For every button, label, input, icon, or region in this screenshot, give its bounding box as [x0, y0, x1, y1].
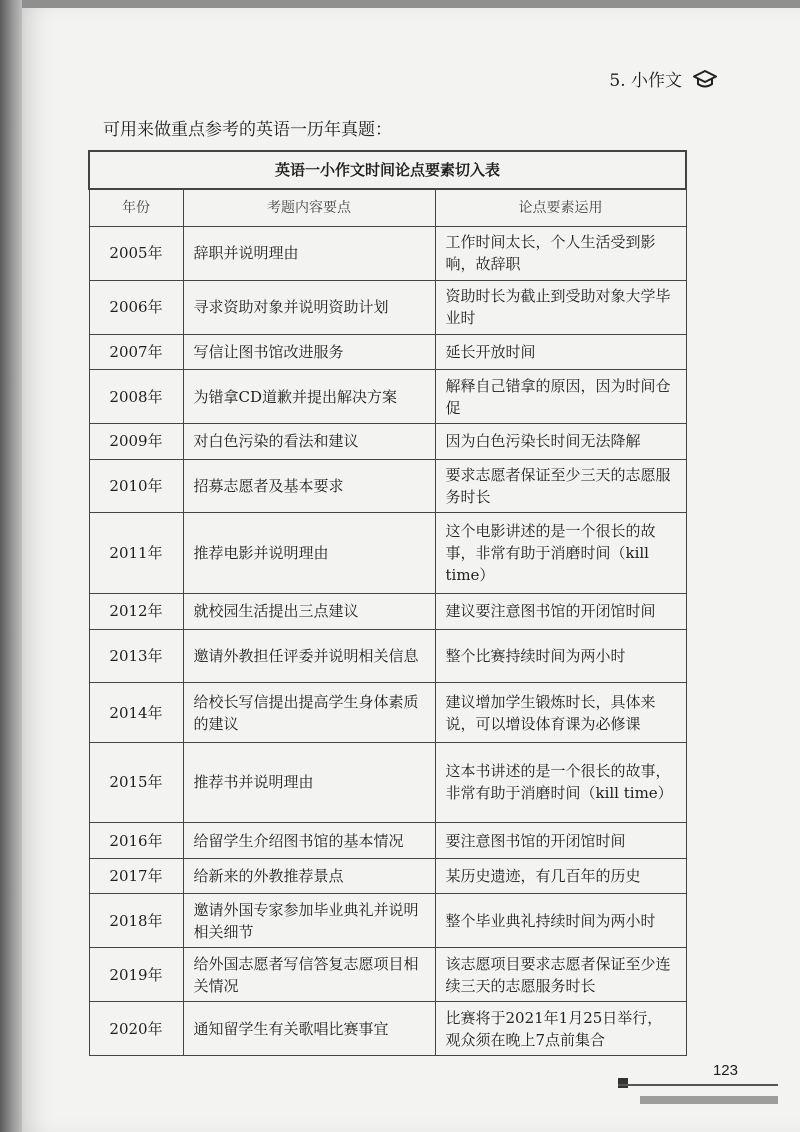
table-row	[89, 424, 686, 460]
row-usage: 整个毕业典礼持续时间为两小时	[435, 894, 686, 948]
column-header-year: 年份	[89, 189, 183, 227]
row-usage: 因为白色污染长时间无法降解	[435, 424, 686, 460]
footer-marker	[618, 1078, 628, 1088]
row-usage: 工作时间太长，个人生活受到影响，故辞职	[435, 227, 686, 281]
row-year: 2012年	[89, 594, 183, 630]
row-topic: 为错拿CD道歉并提出解决方案	[183, 370, 435, 424]
row-topic: 给新来的外教推荐景点	[183, 858, 435, 894]
row-topic: 写信让图书馆改进服务	[183, 334, 435, 370]
row-year: 2013年	[89, 629, 183, 683]
row-topic: 招募志愿者及基本要求	[183, 459, 435, 513]
row-year: 2019年	[89, 948, 183, 1002]
row-usage: 这个电影讲述的是一个很长的故事，非常有助于消磨时间（kill time）	[435, 513, 686, 594]
chapter-header	[609, 66, 718, 91]
table-row	[89, 334, 686, 370]
row-year: 2020年	[89, 1002, 183, 1056]
row-year: 2005年	[89, 227, 183, 281]
table-row	[89, 683, 686, 742]
row-year: 2010年	[89, 459, 183, 513]
page-number: 123	[712, 1062, 738, 1079]
table-row	[89, 594, 686, 630]
row-usage: 延长开放时间	[435, 334, 686, 370]
row-year: 2008年	[89, 370, 183, 424]
row-usage: 建议要注意图书馆的开闭馆时间	[435, 594, 686, 630]
table-row	[89, 948, 686, 1002]
row-year: 2014年	[89, 683, 183, 742]
row-year: 2006年	[89, 280, 183, 334]
table-row	[89, 1002, 686, 1056]
footer-strip	[640, 1096, 778, 1104]
row-usage: 这本书讲述的是一个很长的故事，非常有助于消磨时间（kill time）	[435, 742, 686, 823]
table-row	[89, 894, 686, 948]
table-row	[89, 858, 686, 894]
row-topic: 推荐书并说明理由	[183, 742, 435, 823]
row-year: 2016年	[89, 823, 183, 859]
row-year: 2015年	[89, 742, 183, 823]
row-usage: 建议增加学生锻炼时长，具体来说，可以增设体育课为必修课	[435, 683, 686, 742]
row-topic: 给外国志愿者写信答复志愿项目相关情况	[183, 948, 435, 1002]
row-year: 2007年	[89, 334, 183, 370]
table-row	[89, 629, 686, 683]
intro-text: 可用来做重点参考的英语一历年真题：	[103, 120, 392, 140]
row-topic: 对白色污染的看法和建议	[183, 424, 435, 460]
table-row	[89, 823, 686, 859]
row-topic: 就校园生活提出三点建议	[183, 594, 435, 630]
book-spine-shadow	[0, 0, 22, 1132]
essay-topic-table	[88, 150, 687, 1056]
row-usage: 要注意图书馆的开闭馆时间	[435, 823, 686, 859]
table-row	[89, 280, 686, 334]
row-topic: 通知留学生有关歌唱比赛事宜	[183, 1002, 435, 1056]
row-topic: 辞职并说明理由	[183, 227, 435, 281]
row-topic: 给校长写信提出提高学生身体素质的建议	[183, 683, 435, 742]
table-row	[89, 742, 686, 823]
row-year: 2017年	[89, 858, 183, 894]
table-row	[89, 459, 686, 513]
row-topic: 推荐电影并说明理由	[183, 513, 435, 594]
table-row	[89, 513, 686, 594]
row-usage: 该志愿项目要求志愿者保证至少连续三天的志愿服务时长	[435, 948, 686, 1002]
footer-rule	[618, 1084, 778, 1086]
column-header-usage: 论点要素运用	[435, 189, 686, 227]
row-year: 2009年	[89, 424, 183, 460]
row-year: 2018年	[89, 894, 183, 948]
row-usage: 比赛将于2021年1月25日举行，观众须在晚上7点前集合	[435, 1002, 686, 1056]
row-topic: 邀请外教担任评委并说明相关信息	[183, 629, 435, 683]
row-topic: 给留学生介绍图书馆的基本情况	[183, 823, 435, 859]
row-topic: 寻求资助对象并说明资助计划	[183, 280, 435, 334]
row-usage: 资助时长为截止到受助对象大学毕业时	[435, 280, 686, 334]
row-year: 2011年	[89, 513, 183, 594]
chapter-title: 5. 小作文	[609, 71, 682, 91]
table-title: 英语一小作文时间论点要素切入表	[89, 151, 686, 189]
row-usage: 解释自己错拿的原因，因为时间仓促	[435, 370, 686, 424]
row-usage: 整个比赛持续时间为两小时	[435, 629, 686, 683]
row-topic: 邀请外国专家参加毕业典礼并说明相关细节	[183, 894, 435, 948]
table-row	[89, 227, 686, 281]
column-header-topic: 考题内容要点	[183, 189, 435, 227]
row-usage: 某历史遗迹，有几百年的历史	[435, 858, 686, 894]
graduation-cap-icon	[692, 68, 718, 90]
table-row	[89, 370, 686, 424]
row-usage: 要求志愿者保证至少三天的志愿服务时长	[435, 459, 686, 513]
